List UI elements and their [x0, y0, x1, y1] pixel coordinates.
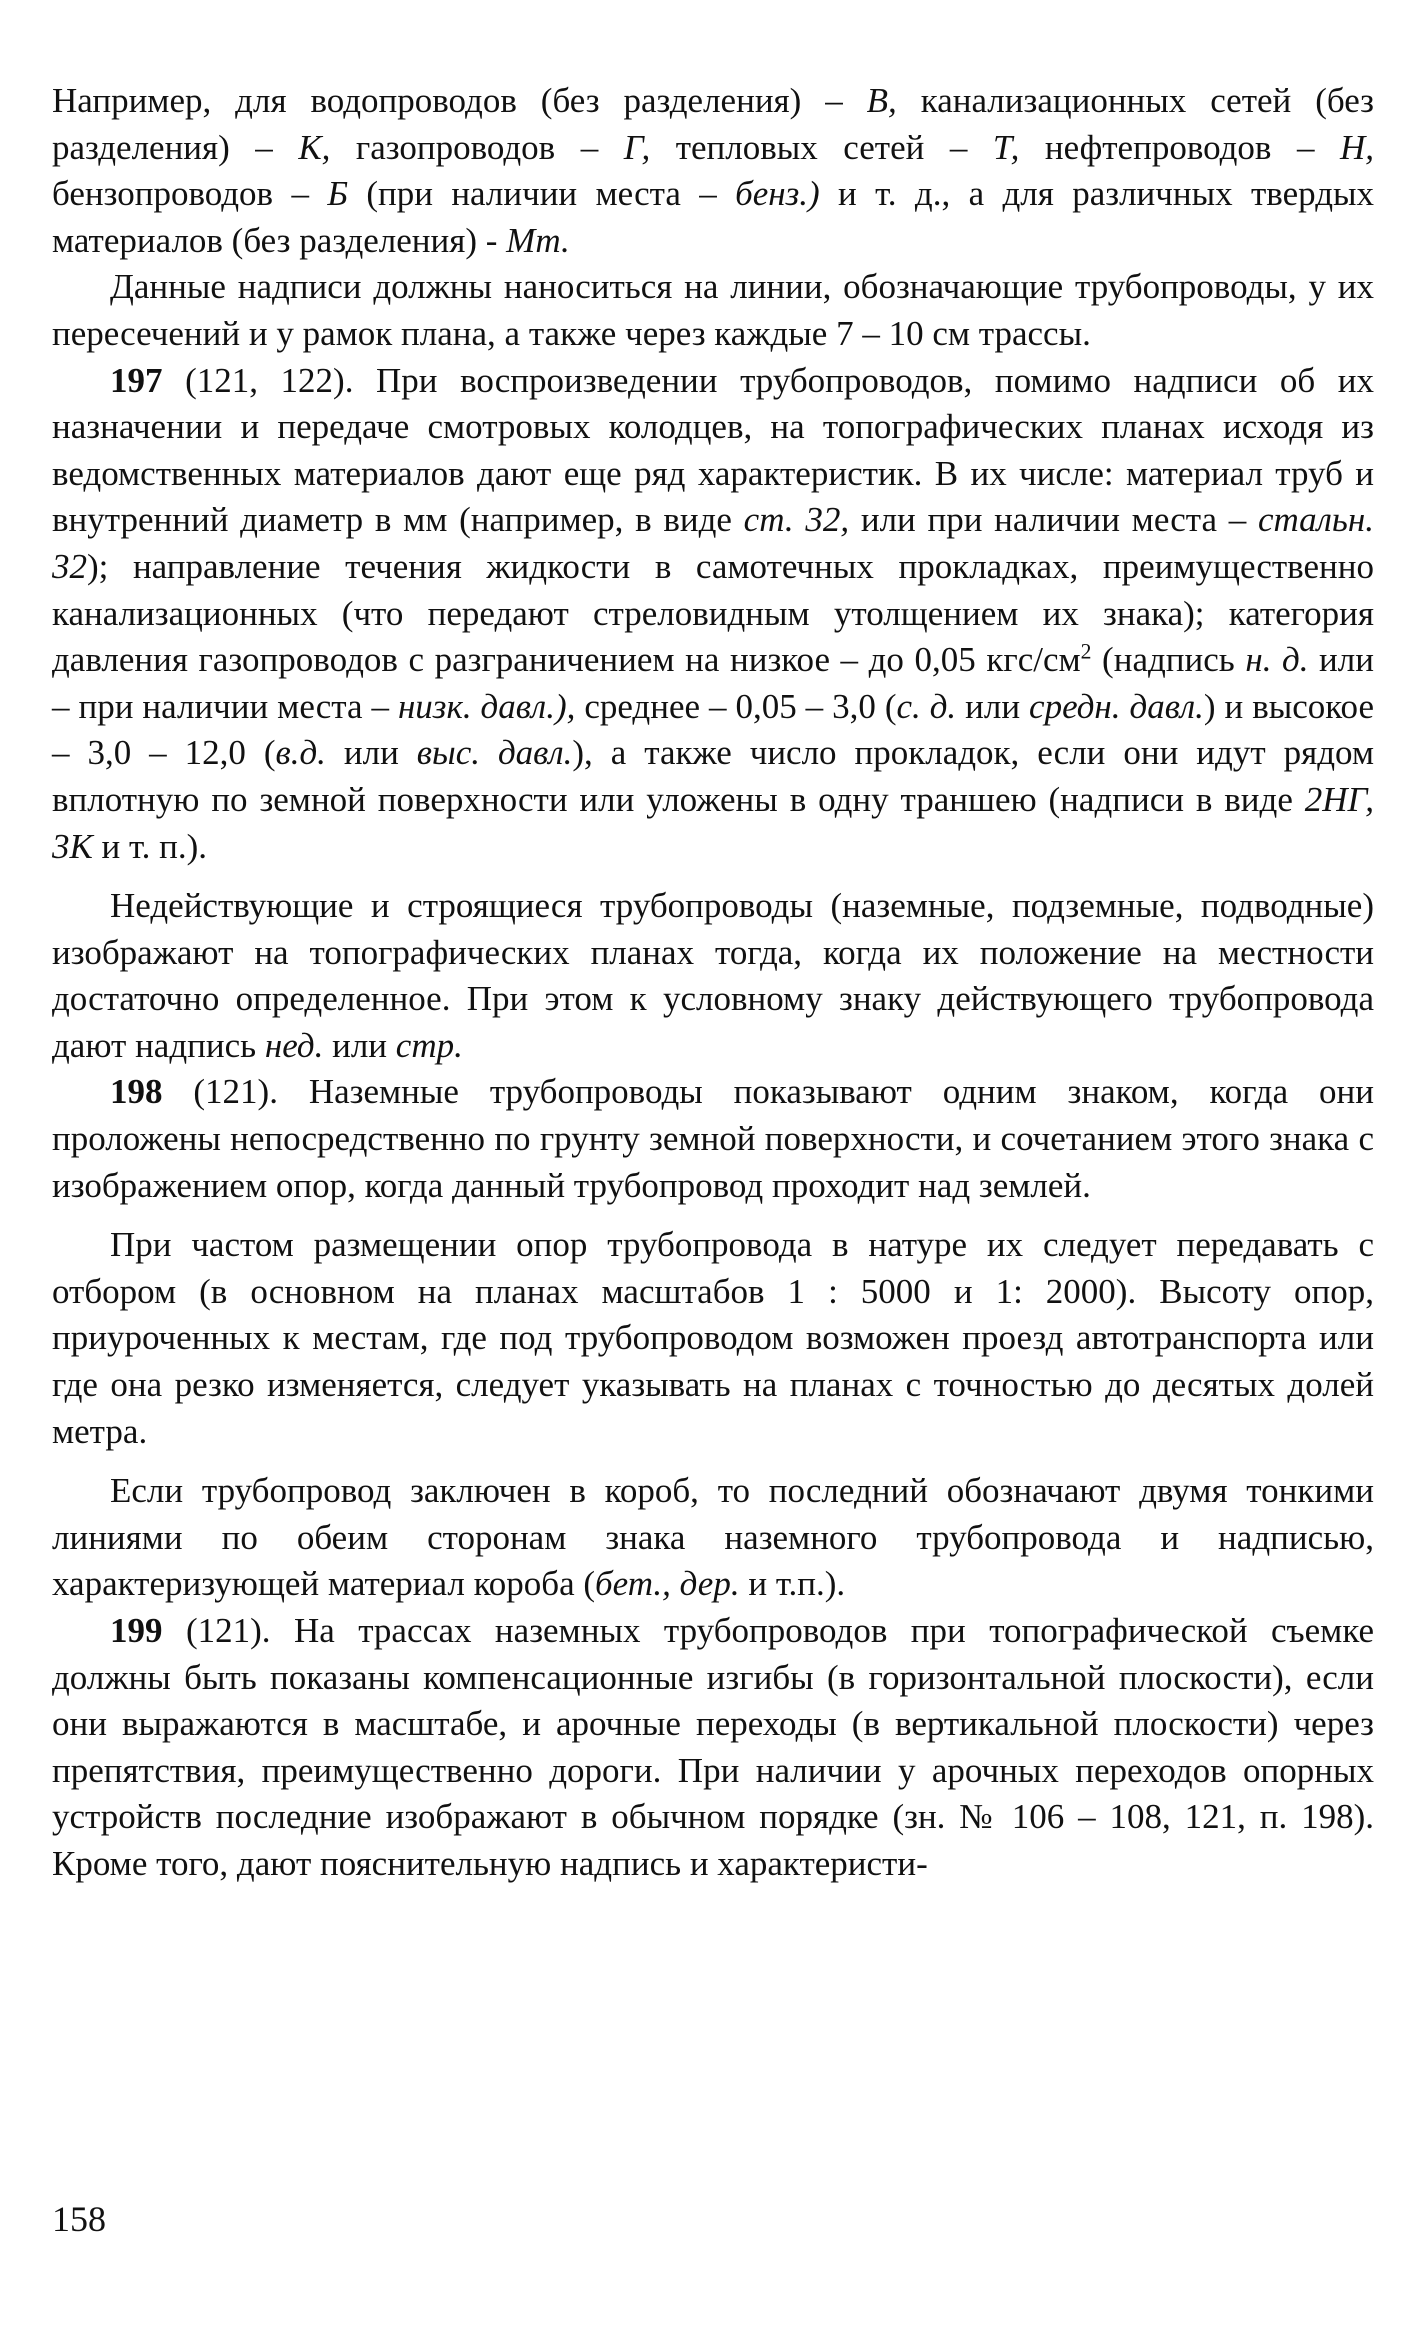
text-run: или — [325, 733, 417, 773]
text-run: и т. п.). — [92, 826, 208, 866]
section-number: 198 — [110, 1072, 163, 1112]
italic-label: н. д. — [1245, 640, 1309, 680]
text-run: Например, для водопроводов (без разделения) – — [52, 81, 867, 120]
page-number: 158 — [52, 2199, 106, 2239]
text-run: (121). На трассах наземных трубопроводов при топографической съемке должны быть показаны компенсационные изгибы (в горизонтальной плоскости), если они выражаются в масштабе, и арочные переходы (в вертикальной плоскости) через препятствия, преимущественно дороги. При наличии у арочных переходов опорных устройств последние изображают в обычном порядке (зн. № 106 – 108, 121, п. 198). Кроме того, дают пояснительную надпись и характеристи- — [52, 1611, 1374, 1883]
text-run: ); направление течения жидкости в самотечных прокладках, преимущественно канализационных (что передают стреловидным утолщением их знака); категория давления газопроводов с разграничением на низкое – до 0,05 кгс/см — [52, 546, 1374, 680]
paragraph-label-placement — [52, 264, 1374, 357]
italic-label: В, — [866, 81, 897, 120]
text-run: и т.п.). — [739, 1564, 846, 1604]
text-run: (надпись — [1091, 640, 1246, 680]
italic-label: нед. — [264, 1025, 324, 1065]
italic-label: Б — [327, 174, 348, 214]
section-number: 197 — [110, 360, 163, 400]
text-run: (при наличии места – — [347, 174, 736, 214]
text-run: или – при наличии места – — [52, 640, 1374, 726]
paragraph-section-198 — [52, 1069, 1374, 1209]
text-run: бензопроводов – — [52, 174, 328, 214]
italic-label: низк. давл.), — [397, 686, 576, 726]
text-run: нефтепроводов – — [1019, 127, 1340, 167]
text-run: Данные надписи должны наноситься на линии, обозначающие трубопроводы, у их пересечений и у рамок плана, а также через каждые 7 – 10 см трассы. — [52, 267, 1374, 353]
paragraph-section-199 — [52, 1608, 1374, 1888]
text-run: среднее – 0,05 – 3,0 ( — [575, 686, 897, 726]
paragraph-supports — [52, 1222, 1374, 1455]
italic-label: стр. — [395, 1025, 463, 1065]
italic-label: Г, — [623, 127, 651, 167]
italic-label: стальн. 32 — [52, 500, 1374, 586]
text-run: газопроводов – — [330, 127, 624, 167]
section-number: 199 — [110, 1611, 163, 1650]
page-body — [52, 78, 1374, 1888]
paragraph-pipeline-labels — [52, 78, 1374, 264]
italic-label: 2НГ, 3К — [52, 779, 1374, 866]
italic-label: Н, — [1339, 127, 1374, 167]
paragraph-box-casing — [52, 1468, 1374, 1608]
text-run: Если трубопровод заключен в короб, то последний обозначают двумя тонкими линиями по обеим сторонам знака наземного трубопровода и надписью, характеризующей материал короба ( — [52, 1471, 1374, 1604]
italic-label: К, — [298, 127, 331, 167]
italic-label: в.д. — [275, 733, 326, 773]
text-run: канализационных сетей (без разделения) – — [52, 81, 1374, 167]
text-run: или — [323, 1025, 396, 1065]
paragraph-section-197 — [52, 358, 1374, 871]
text-run: ), а также число прокладок, если они идут рядом вплотную по земной поверхности или уложены в одну траншею (надписи в виде — [52, 733, 1374, 819]
text-run: или при наличии места – — [849, 500, 1258, 540]
italic-label: средн. давл. — [1029, 686, 1204, 726]
italic-label: Т, — [992, 127, 1020, 167]
italic-label: Мт. — [506, 220, 570, 260]
text-run: ) и высокое – 3,0 – 12,0 ( — [52, 686, 1374, 773]
italic-label: ст. 32, — [743, 500, 850, 540]
italic-label: бенз.) — [735, 174, 820, 214]
text-run: тепловых сетей – — [650, 127, 993, 167]
italic-label: бет., дер. — [595, 1564, 740, 1604]
text-run: или — [956, 686, 1030, 726]
text-run: Недействующие и строящиеся трубопроводы (наземные, подземные, подводные) изображают на топографических планах тогда, когда их положение на местности достаточно определенное. При этом к условному знаку действующего трубопровода дают надпись — [52, 886, 1374, 1065]
text-run: При частом размещении опор трубопровода в натуре их следует передавать с отбором (в основном на планах масштабов 1 : 5000 и 1: 2000). Высоту опор, приуроченных к местам, где под трубопроводом возможен проезд автотранспорта или где она резко изменяется, следует указывать на планах с точностью до десятых долей метра. — [52, 1225, 1374, 1451]
paragraph-inactive-pipelines — [52, 883, 1374, 1069]
text-run: и т. д., а для различных твердых материалов (без разделения) - — [52, 174, 1375, 260]
text-run: (121). Наземные трубопроводы показывают одним знаком, когда они проложены непосредственно по грунту земной поверхности, и сочетанием этого знака с изображением опор, когда данный трубопровод проходит над землей. — [52, 1072, 1374, 1205]
text-run: (121, 122). При воспроизведении трубопроводов, помимо надписи об их назначении и передаче смотровых колодцев, на топографических планах исходя из ведомственных материалов дают еще ряд характеристик. В их числе: материал труб и внутренний диаметр в мм (например, в виде — [52, 360, 1374, 540]
italic-label: выс. давл. — [416, 733, 573, 773]
superscript: 2 — [1080, 639, 1092, 664]
italic-label: с. д. — [896, 686, 957, 726]
